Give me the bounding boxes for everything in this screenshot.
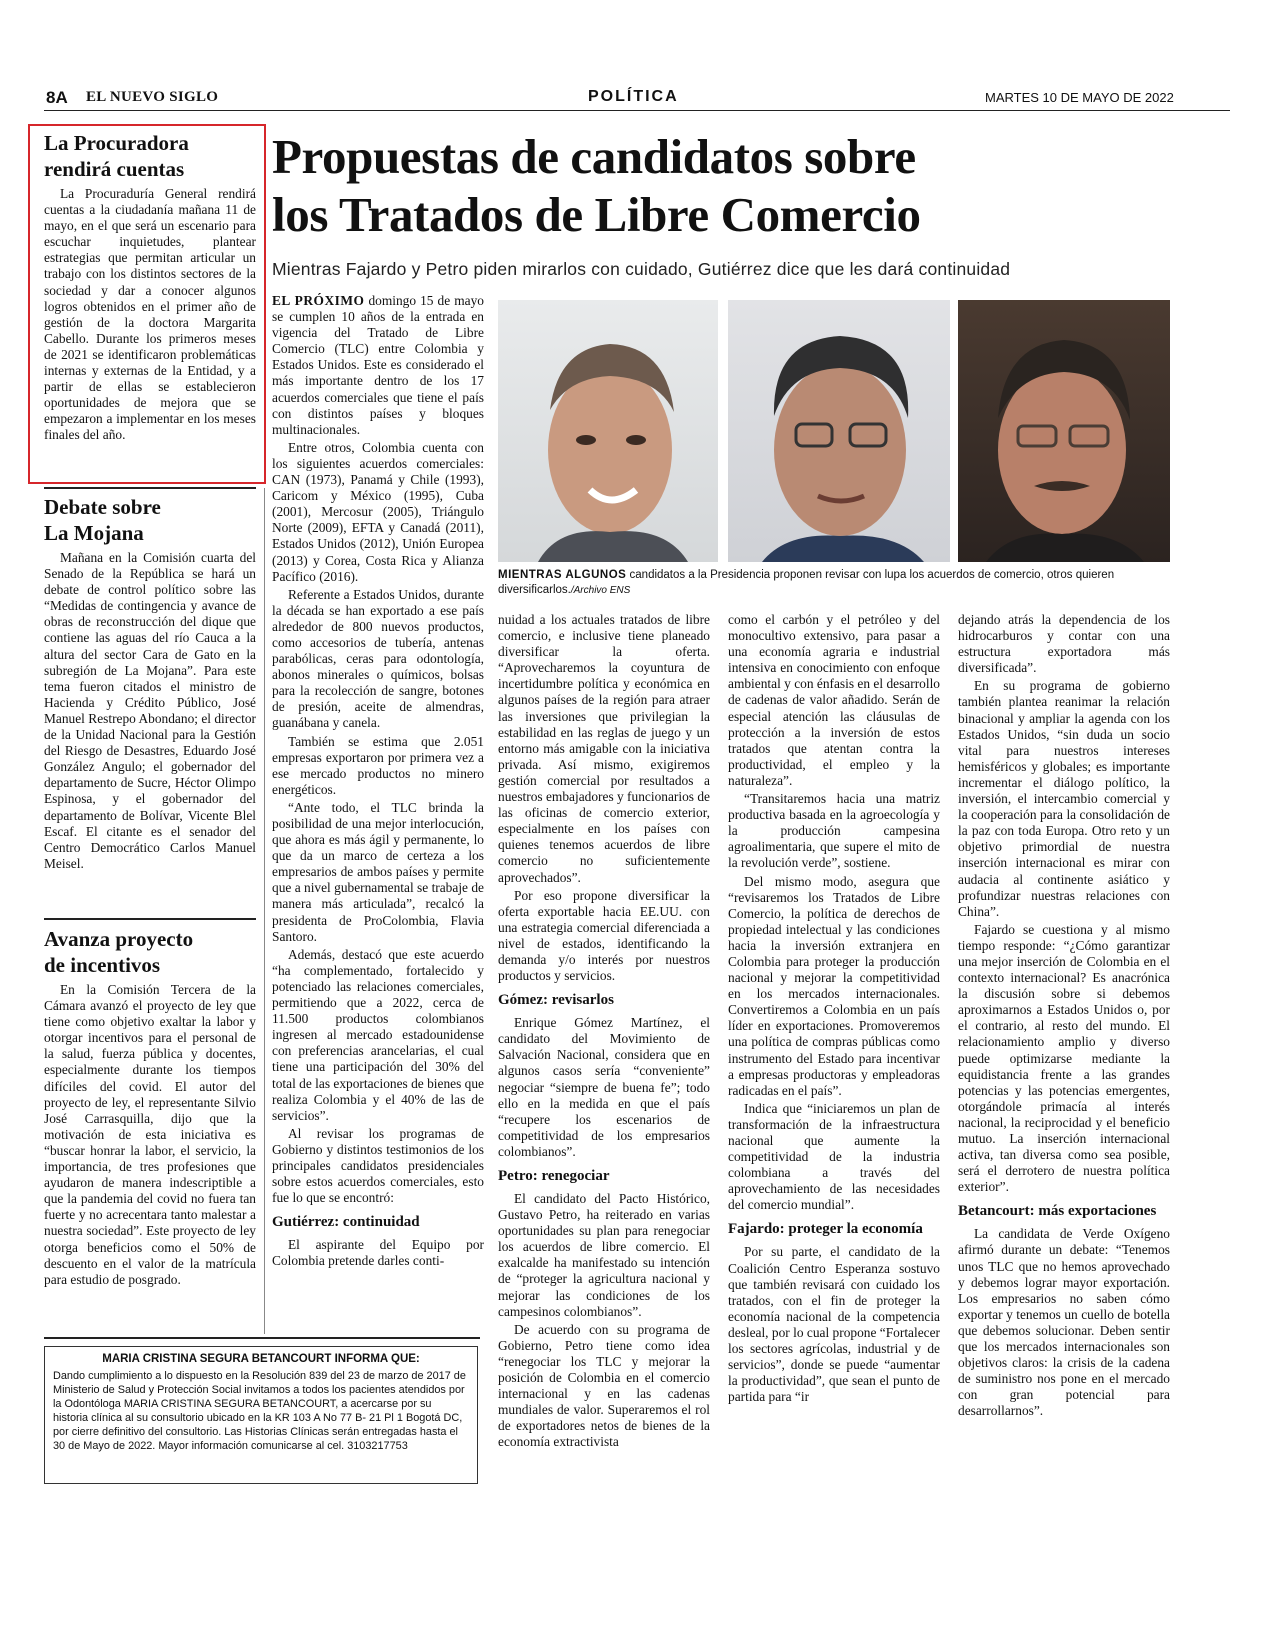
subhead-fajardo: Fajardo: proteger la economía bbox=[728, 1221, 923, 1238]
paragraph: El candidato del Pacto Histórico, Gustavo Petro, ha reiterado en varias oportunidades su plan para renegociar los acuerdos de libre comercio. El exalcalde ha manifestado su intención de “proteger la agricultura nacional y mejorar las condiciones de los campesinos colombianos”. bbox=[498, 1191, 710, 1319]
sidebar-rule-1 bbox=[44, 487, 256, 489]
header-rule bbox=[44, 110, 1230, 111]
paragraph: De acuerdo con su programa de Gobierno, Petro tiene como idea “renegociar los TLC y mejorar la posición de Colombia en el comercio internacional y en las cadenas mundiales de valor. Superaremos el rol de exportadores netos de bienes de la economía extractivista bbox=[498, 1321, 710, 1450]
paragraph: Entre otros, Colombia cuenta con los siguientes acuerdos comerciales: CAN (1973), Panamá y Chile (1993), Caricom y México (1995), Cuba (2001), Mercosur (2005), Triángulo Norte (2009), EFTA y Canadá (2011), Estados Unidos (2012), Unión Europea (2013) y Corea, Costa Rica y Alianza Pacífico (2016). bbox=[272, 439, 484, 584]
photo-caption: MIENTRAS ALGUNOS candidatos a la Presidencia proponen revisar con lupa los acuerdos de comercio, otros quieren diversificarlos./Archivo ENS bbox=[498, 569, 1115, 596]
paragraph: Fajardo se cuestiona y al mismo tiempo responde: “¿Cómo garantizar una mejor inserción de Colombia en el contexto internacional? Es anacrónica la discusión sobre si debemos aproximarnos a Estados Unidos o, por el contrario, al resto del mundo. El relacionamiento amplio y diverso puede optimizarse mediante la equidistancia frente a las grandes potencias y las potencias emergentes, otorgándole primacía al interés nacional, la reciprocidad y el beneficio mutuo. La inserción internacional activa, tan diversa como sea posible, será el derrotero de nuestra política exterior”. bbox=[958, 921, 1170, 1195]
photo-gomez bbox=[728, 300, 950, 562]
sidebar-title: La Procuradora rendirá cuentas bbox=[44, 131, 189, 181]
notice-rule bbox=[44, 1337, 480, 1339]
subhead-gutierrez: Gutiérrez: continuidad bbox=[272, 1214, 420, 1231]
paragraph: como el carbón y el petróleo y del monocultivo extensivo, para pasar a una economía agraria e industrial intensiva en conocimiento con enfoque ambiental y con énfasis en el desarrollo de cadenas de valor añadido. Serán de especial atención las cláusulas de protección a la inversión de estos tratados que atentan contra la productividad, el empleo y la naturaleza”. bbox=[728, 612, 940, 788]
sidebar-text: En la Comisión Tercera de la Cámara avanzó el proyecto de ley que tiene como objetivo exaltar la labor y otorgar incentivos para el personal de la salud, fuerza pública y docentes, especialmente durante los tiempos difíciles del covid. El autor del proyecto de ley, el representante Silvio José Carrasquilla, dijo que la motivación de esta iniciativa es “buscar honrar la labor, el servicio, la importancia, de tres profesiones que ayudaron de manera indescriptible a que la pandemia del covid no fuera tan fuerte y no acrecentara tanto malestar a nuestra sociedad”. Este proyecto de ley otorga beneficios como el 50% de descuento en el valor de la matrícula para estudio de posgrado. bbox=[44, 982, 256, 1287]
photo-fajardo bbox=[498, 300, 718, 562]
paragraph: nuidad a los actuales tratados de libre comercio, e inclusive tiene planeado diversificar la oferta. “Aprovecharemos la coyuntura de incertidumbre política y económica en algunos países de la región para atraer las inversiones que privilegian la estabilidad en las reglas de juego y un entorno más amigable con la iniciativa privada. Así mismo, exigiremos gestión comercial por resultados a nuestros embajadores y funcionarios de las oficinas de comercio exterior, especialmente en los países con quienes tenemos acuerdos de libre comercio no suficientemente aprovechados”. bbox=[498, 612, 710, 885]
sidebar-item-mojana bbox=[44, 494, 256, 872]
paragraph: Por su parte, el candidato de la Coalición Centro Esperanza sostuvo que también revisará con cuidado los tratados, con el fin de proteger la economía nacional de la competencia desleal, por lo cual propone “Fortalecer los sectores agrícolas, industrial y de servicios”, donde se puede “aumentar la productividad”, que sean el punto de partida para “ir bbox=[728, 1244, 940, 1405]
lead-paragraph: EL PRÓXIMO domingo 15 de mayo se cumplen 10 años de la entrada en vigencia del Tratado de Libre Comercio (TLC) entre Colombia y Estados Unidos. Este es considerado el más importante dentro de los 17 acuerdos comerciales que tiene el país con distintos países y bloques multinacionales. bbox=[272, 293, 484, 437]
sidebar-text: La Procuraduría General rendirá cuentas a la ciudadanía mañana 11 de mayo, en el que será un escenario para escuchar inquietudes, plantear estrategias que permitan articular un trabajo con los distintos sectores de la sociedad y dar a conocer algunos logros obtenidos en el primer año de gestión de la doctora Margarita Cabello. Durante los primeros meses de 2021 se identificaron problemáticas internas y externas de la Entidad, y a partir de ellas se establecieron oportunidades de mejora que se empezaron a implementar en los meses finales del año. bbox=[44, 186, 256, 443]
article-column-2 bbox=[498, 612, 710, 1512]
paragraph: dejando atrás la dependencia de los hidrocarburos y contar con una estructura exportadora más diversificada”. bbox=[958, 612, 1170, 676]
article-column-4 bbox=[958, 612, 1170, 1512]
sidebar-text: Mañana en la Comisión cuarta del Senado de la República se hará un debate de control político sobre las “Medidas de contingencia y avance de obras de reconstrucción del dique que contiene las aguas del río Cauca a la altura del sector Cara de Gato en la subregión de La Mojana”. Para este tema fueron citados el ministro de Hacienda y Crédito Público, José Manuel Restrepo Abondano; el director de la Unidad Nacional para la Gestión del Riesgo de Desastres, Eduardo José González Angulo; el gobernador del departamento de Sucre, Héctor Olimpo Espinosa, y el gobernador del departamento de Bolívar, Vicente Blel Escaf. El citante es el senador del Centro Democrático Carlos Manuel Meisel. bbox=[44, 550, 256, 871]
notice-text: Dando cumplimiento a lo dispuesto en la Resolución 839 del 23 de marzo de 2017 de Ministerio de Salud y Protección Social invitamos a todos los pacientes atendidos por la Odontóloga MARIA CRISTINA SEGURA BETANCOURT, a acercarse por su historia clínica al su consultorio ubicado en la KR 103 A No 77 B- 21 Pl 1 Bogotá DC, por cierre definitivo del consultorio. Las Historias Clínicas serán entregadas hasta el 30 de Mayo de 2022. Mayor información comunicarse al cel. 3103217753 bbox=[53, 1370, 466, 1452]
paragraph: Además, destacó que este acuerdo “ha complementado, fortalecido y potenciado las relaciones comerciales, permitiendo que a 2022, cerca de 11.500 productos colombianos ingresen al mercado estadounidense con preferencias arancelarias, el cual tiene una participación del 30% del total de las exportaciones de bienes que realiza Colombia y el 40% de las de servicios”. bbox=[272, 946, 484, 1123]
paragraph: “Ante todo, el TLC brinda la posibilidad de una mejor interlocución, que ahora es más ágil y permanente, lo que da un marco de certeza a los empresarios de ambos países y permite que a nivel gubernamental se trabaje de manera más articulada”, recalcó la presidenta de ProColombia, Flavia Santoro. bbox=[272, 799, 484, 944]
paragraph: Enrique Gómez Martínez, el candidato del Movimiento de Salvación Nacional, considera que en algunos casos sería “conveniente” negociar “siempre de buena fe”; todo ello en la medida en que el país “recupere los escenarios de competitividad de los empresarios colombianos”. bbox=[498, 1015, 710, 1159]
sidebar-item-procuradora bbox=[44, 130, 256, 444]
paragraph: En su programa de gobierno también plantea reanimar la relación binacional y ampliar la agenda con los Estados Unidos, “sin duda un socio vital para nuestros intereses hemisféricos y globales; es importante incrementar el diálogo político, la inversión, el intercambio comercial y la cooperación para la consolidación de la paz con toda Europa. Otro reto y un objetivo primordial de nuestra inserción internacional es mirar con audacia al continente asiático y profundizar nuestras relaciones con China”. bbox=[958, 678, 1170, 919]
page-number: 8A bbox=[46, 88, 68, 107]
headline: Propuestas de candidatos sobre los Tratados de Libre Comercio bbox=[272, 129, 921, 242]
column-divider bbox=[264, 488, 265, 1334]
sidebar-rule-2 bbox=[44, 918, 256, 920]
paragraph: Del mismo modo, asegura que “revisaremos los Tratados de Libre Comercio, la política de derechos de propiedad intelectual y las condiciones hacia la inversión extranjera en Colombia para proteger la producción nacional y mejorar la competitividad en los mercados internacionales. Convertiremos a Colombia en un país líder en exportaciones. Promoveremos una política de compras públicas como instrumento del Estado para incentivar a empresas productoras y empleadoras radicadas en el país”. bbox=[728, 873, 940, 1098]
subhead-betancourt: Betancourt: más exportaciones bbox=[958, 1203, 1157, 1220]
article-column-3 bbox=[728, 612, 940, 1512]
subtitle: Mientras Fajardo y Petro piden mirarlos con cuidado, Gutiérrez dice que les dará continuidad bbox=[272, 259, 1011, 279]
section-name: POLÍTICA bbox=[588, 88, 679, 105]
photo-petro bbox=[958, 300, 1170, 562]
newspaper-name: EL NUEVO SIGLO bbox=[86, 89, 219, 105]
sidebar-title: Avanza proyecto de incentivos bbox=[44, 927, 194, 977]
sidebar-title: Debate sobre La Mojana bbox=[44, 495, 161, 545]
classified-notice bbox=[44, 1346, 478, 1484]
subhead-gomez: Gómez: revisarlos bbox=[498, 992, 614, 1009]
paragraph: Al revisar los programas de Gobierno y distintos testimonios de los principales candidatos presidenciales sobre estos acuerdos comerciales, esto fue lo que se encontró: bbox=[272, 1125, 484, 1206]
subhead-petro: Petro: renegociar bbox=[498, 1168, 610, 1184]
paragraph: El aspirante del Equipo por Colombia pretende darles conti- bbox=[272, 1237, 484, 1269]
notice-title: MARIA CRISTINA SEGURA BETANCOURT INFORMA QUE: bbox=[102, 1353, 420, 1365]
paragraph: La candidata de Verde Oxígeno afirmó durante un debate: “Tenemos unos TLC que no hemos aprovechado y debemos lograr mayor exportación. Los empresarios no saben cómo exportar y tenemos un cuello de botella que debemos solucionar. Deben sentir que los mercados internacionales son objetivos claros: la crisis de la cadena de suministro nos pone en el mercado con gran potencial para desarrollarnos”. bbox=[958, 1226, 1170, 1419]
paragraph: Por eso propone diversificar la oferta exportable hacia EE.UU. con una estrategia comercial diferenciada a nivel de estados, identificando la demanda y/o interés por nuestros productos y servicios. bbox=[498, 887, 710, 984]
paragraph: También se estima que 2.051 empresas exportaron por primera vez a ese mercado productos no minero energéticos. bbox=[272, 733, 484, 797]
article-column-1 bbox=[272, 293, 484, 1333]
issue-date: MARTES 10 DE MAYO DE 2022 bbox=[985, 90, 1174, 105]
paragraph: “Transitaremos hacia una matriz productiva basada en la agroecología y la producción campesina agroalimentaria, que supere el mito de la revolución verde”, sostiene. bbox=[728, 791, 940, 871]
paragraph: Referente a Estados Unidos, durante la década se han exportado a ese país alrededor de 800 nuevos productos, como accesorios de tubería, antenas parabólicas, ceras para odontología, abonos minerales o químicos, bolsas para la recolección de sangre, botones de presión, aceite de almendras, guanábana y canela. bbox=[272, 586, 484, 731]
sidebar-item-incentivos bbox=[44, 926, 256, 1288]
paragraph: Indica que “iniciaremos un plan de transformación de la infraestructura nacional que aumente la competitividad de la industria colombiana a través del aprovechamiento de las necesidades del comercio mundial”. bbox=[728, 1100, 940, 1213]
